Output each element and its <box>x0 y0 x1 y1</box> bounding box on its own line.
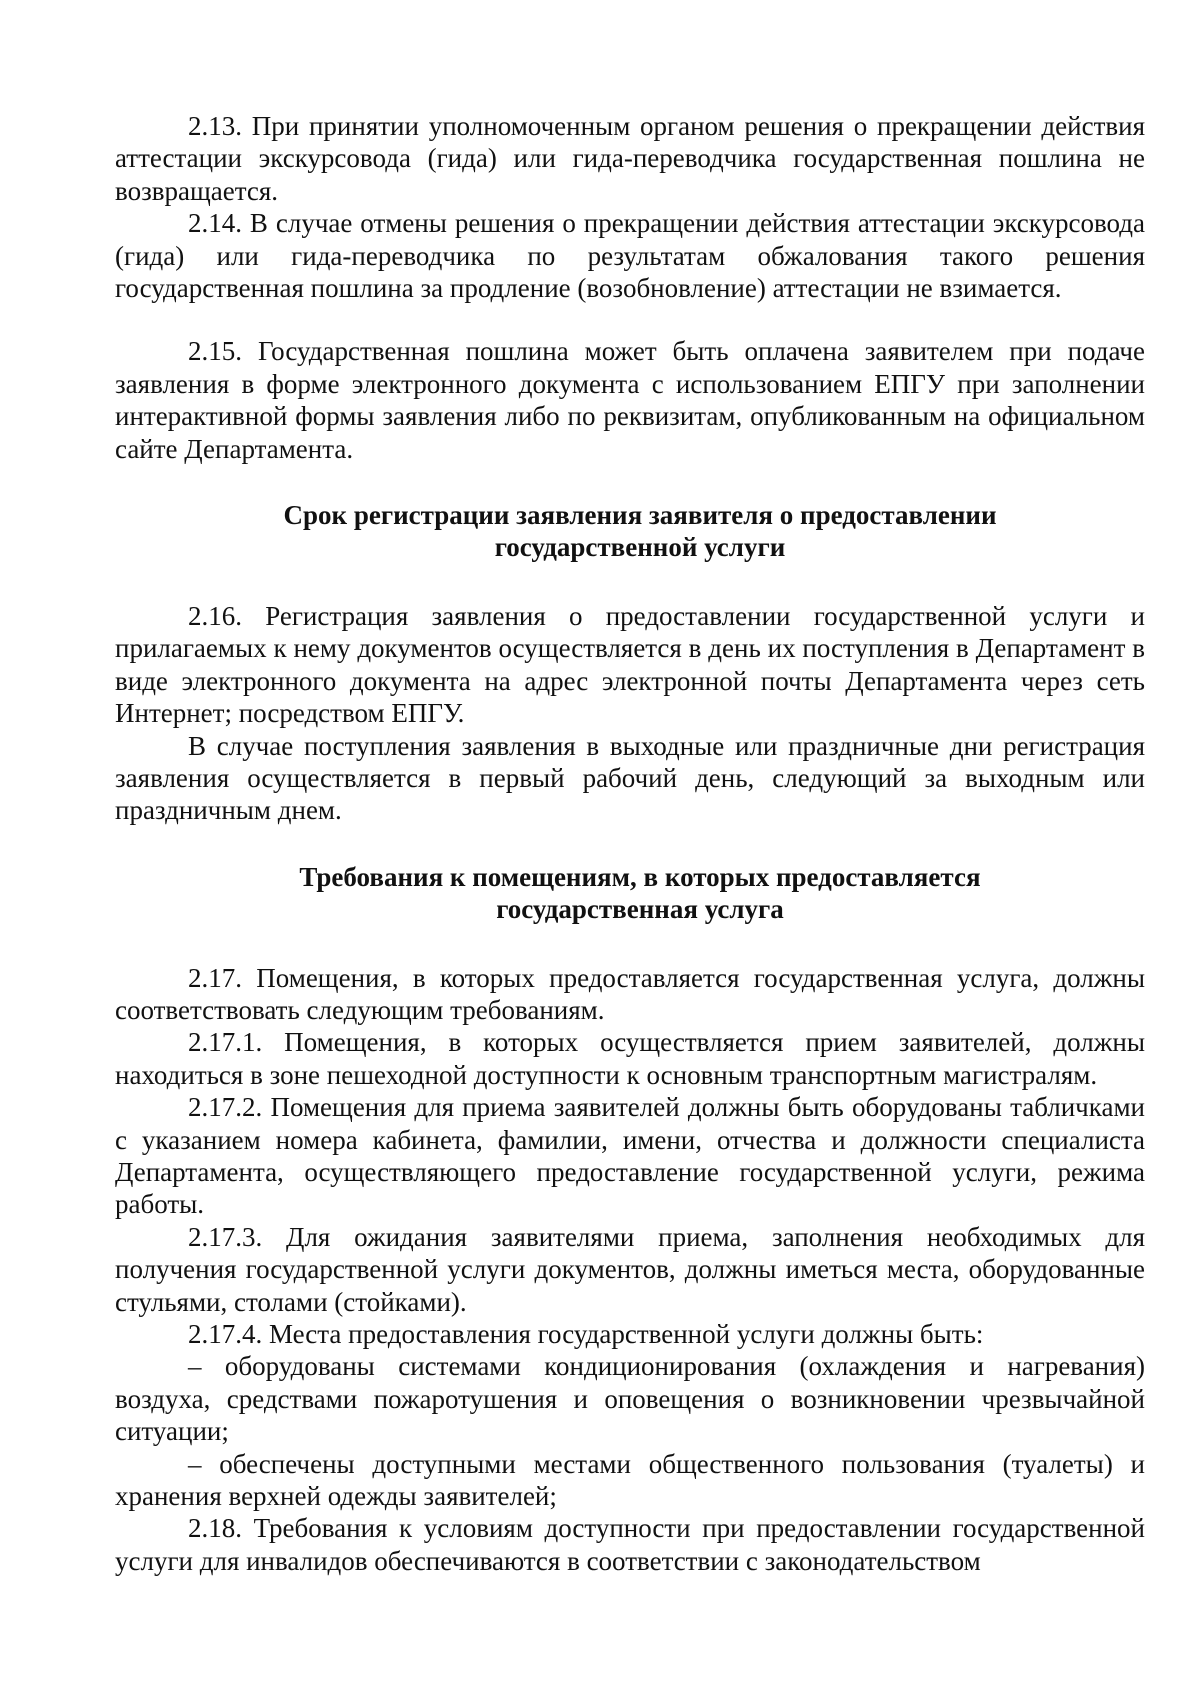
paragraph-2-18: 2.18. Требования к условиям доступности при предоставлении государственной услуги для инвалидов обеспечиваются в соответствии с законодательством <box>115 1513 1145 1576</box>
paragraph-2-17-1: 2.17.1. Помещения, в которых осуществляется прием заявителей, должны находиться в зоне пешеходной доступности к основным транспортным магистралям. <box>115 1027 1145 1090</box>
section-heading-premises-continued <box>115 893 1145 925</box>
paragraph-2-17-3: 2.17.3. Для ожидания заявителями приема, заполнения необходимых для получения государственной услуги документов, должны иметься места, оборудованные стульями, столами (стойками). <box>115 1221 1145 1317</box>
list-item-public-facilities: – обеспечены доступными местами общественного пользования (туалеты) и хранения верхней одежды заявителей; <box>115 1448 1145 1512</box>
section-heading-registration-line2: государственной услуги <box>494 532 786 563</box>
section-heading-registration <box>115 499 1145 531</box>
paragraph-2-15: 2.15. Государственная пошлина может быть оплачена заявителем при подаче заявления в форме электронного документа с использованием ЕПГУ при заполнении интерактивной формы заявления либо по реквизитам, опубликованным на официальном сайте Департамента. <box>115 336 1145 464</box>
paragraph-2-16: 2.16. Регистрация заявления о предоставлении государственной услуги и прилагаемых к нему документов осуществляется в день их поступления в Департамент в виде электронного документа на адрес электронной почты Департамента через сеть Интернет; посредством ЕПГУ. <box>115 600 1145 729</box>
section-heading-registration-line1: Срок регистрации заявления заявителя о предоставлении <box>283 500 997 531</box>
paragraph-2-17: 2.17. Помещения, в которых предоставляется государственная услуга, должны соответствовать следующим требованиям. <box>115 962 1145 1025</box>
paragraph-2-13: 2.13. При принятии уполномоченным органом решения о прекращении действия аттестации экскурсовода (гида) или гида-переводчика государственная пошлина не возвращается. <box>115 111 1145 206</box>
section-heading-registration-continued <box>115 531 1145 563</box>
list-item-air-conditioning: – оборудованы системами кондиционирования (охлаждения и нагревания) воздуха, средствами пожаротушения и оповещения о возникновении чрезвычайной ситуации; <box>115 1351 1145 1447</box>
paragraph-2-14: 2.14. В случае отмены решения о прекращении действия аттестации экскурсовода (гида) или гида-переводчика по результатам обжалования такого решения государственная пошлина за продление (возобновление) аттестации не взимается. <box>115 208 1145 304</box>
document-page <box>115 110 1145 1577</box>
paragraph-2-17-2: 2.17.2. Помещения для приема заявителей должны быть оборудованы табличками с указанием номера кабинета, фамилии, имени, отчества и должности специалиста Департамента, осуществляющего предоставление государственной услуги, режима работы. <box>115 1092 1145 1220</box>
section-heading-premises-line2: государственная услуга <box>496 894 784 925</box>
section-heading-premises <box>115 861 1145 893</box>
paragraph-2-17-4: 2.17.4. Места предоставления государственной услуги должны быть: <box>188 1319 984 1349</box>
section-heading-premises-line1: Требования к помещениям, в которых предоставляется <box>299 861 981 892</box>
paragraph-holiday-registration: В случае поступления заявления в выходные или праздничные дни регистрация заявления осуществляется в первый рабочий день, следующий за выходным или праздничным днем. <box>115 730 1145 826</box>
